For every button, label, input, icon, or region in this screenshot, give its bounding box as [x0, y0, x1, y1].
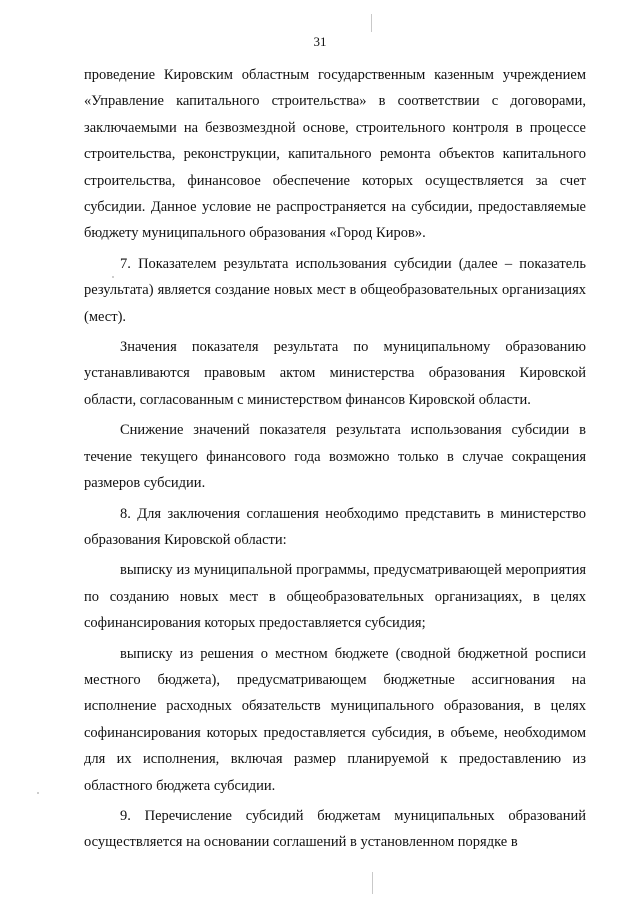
paragraph-item-8: 8. Для заключения соглашения необходимо представить в министерство образования Кировской области: [84, 505, 586, 548]
paragraph-indicator-reduction: Снижение значений показателя результата использования субсидии в течение текущего финансового года возможно только в случае сокращения размеров субсидии. [84, 422, 586, 492]
document-body [84, 62, 586, 860]
scan-speck [37, 792, 39, 794]
paragraph-item-7: 7. Показателем результата использования субсидии (далее – показатель результата) является создание новых мест в общеобразовательных организациях (мест). [84, 255, 586, 325]
page-number: 31 [313, 34, 327, 49]
paragraph-budget-extract: выписку из решения о местном бюджете (сводной бюджетной росписи местного бюджета), предусматривающем бюджетные ассигнования на исполнение расходных обязательств муниципального образования, в целях софинансирования которых предоставляется субсидия, в объеме, необходимом для их исполнения, включая размер планируемой к предоставлению из областного бюджета субсидии. [84, 645, 586, 794]
paragraph-indicator-values: Значения показателя результата по муниципальному образованию устанавливаются правовым актом министерства образования Кировской области, согласованным с министерством финансов Кировской области. [84, 339, 586, 408]
scan-line-bottom [372, 872, 373, 894]
paragraph-continuation: проведение Кировским областным государственным казенным учреждением «Управление капитального строительства» в соответствии с договорами, заключаемыми на безвозмездной основе, строительного контроля в процессе строительства, реконструкции, капитального ремонта объектов капитального строительства, финансовое обеспечение которых осуществляется за счет субсидии. Данное условие не распространяется на субсидии, предоставляемые бюджету муниципального образования «Город Киров». [84, 67, 586, 242]
paragraph-program-extract: выписку из муниципальной программы, предусматривающей мероприятия по созданию новых мест в общеобразовательных организациях, в целях софинансирования которых предоставляется субсидия; [84, 562, 586, 632]
scan-line-top [371, 14, 372, 32]
scan-speck [112, 276, 114, 278]
paragraph-item-9: 9. Перечисление субсидий бюджетам муниципальных образований осуществляется на основании соглашений в установленном порядке в [84, 807, 586, 851]
